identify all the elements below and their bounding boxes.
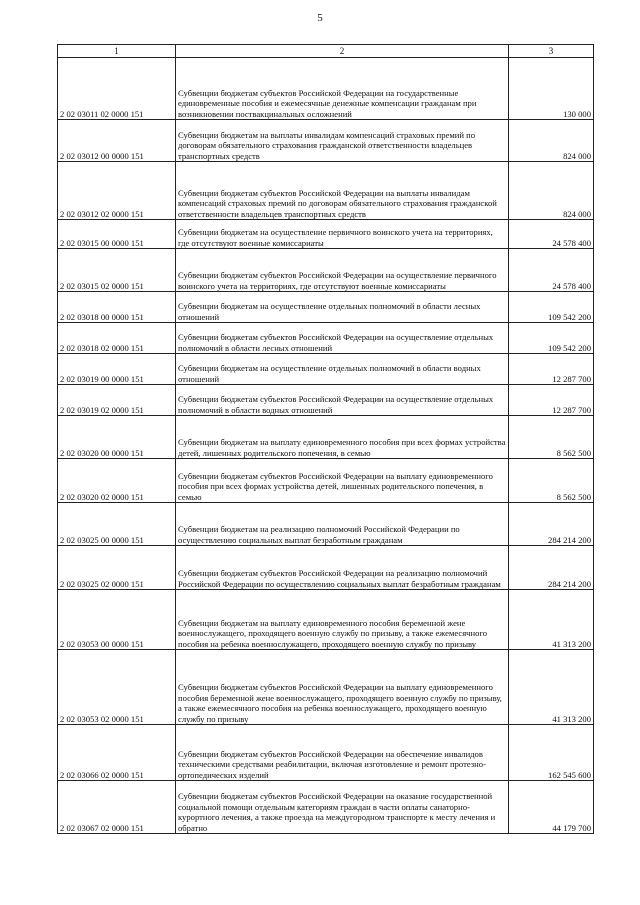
- table-row: [58, 590, 594, 650]
- row-amount: 41 313 200: [509, 590, 594, 650]
- row-code: 2 02 03020 02 0000 151: [58, 459, 176, 503]
- column-header-amount: 3: [509, 45, 594, 58]
- row-description: Субвенции бюджетам на выплату единовременного пособия при всех формах устройства детей, лишенных родительского попечения, в семью: [176, 416, 509, 459]
- row-amount: 41 313 200: [509, 650, 594, 725]
- table-row: [58, 725, 594, 781]
- table-row: [58, 58, 594, 120]
- row-amount: 162 545 600: [509, 725, 594, 781]
- row-amount: 8 562 500: [509, 459, 594, 503]
- row-description: Субвенции бюджетам субъектов Российской Федерации на осуществление отдельных полномочий в области лесных отношений: [176, 323, 509, 354]
- column-header-code: 1: [58, 45, 176, 58]
- row-code: 2 02 03012 02 0000 151: [58, 162, 176, 220]
- row-code: 2 02 03067 02 0000 151: [58, 781, 176, 834]
- row-code: 2 02 03053 02 0000 151: [58, 650, 176, 725]
- row-description: Субвенции бюджетам на выплаты инвалидам компенсаций страховых премий по договорам обязательного страхования гражданской ответственности владельцев транспортных средств: [176, 120, 509, 162]
- row-code: 2 02 03020 00 0000 151: [58, 416, 176, 459]
- row-code: 2 02 03019 02 0000 151: [58, 385, 176, 416]
- page-number: 5: [317, 12, 323, 24]
- row-code: 2 02 03018 02 0000 151: [58, 323, 176, 354]
- table-row: [58, 459, 594, 503]
- row-amount: 130 000: [509, 58, 594, 120]
- row-code: 2 02 03053 00 0000 151: [58, 590, 176, 650]
- row-code: 2 02 03019 00 0000 151: [58, 354, 176, 385]
- row-description: Субвенции бюджетам субъектов Российской Федерации на выплату единовременного пособия при всех формах устройства детей, лишенных родительского попечения, в семью: [176, 459, 509, 503]
- row-description: Субвенции бюджетам субъектов Российской Федерации на реализацию полномочий Российской Федерации по осуществлению социальных выплат безработным гражданам: [176, 546, 509, 590]
- row-code: 2 02 03012 00 0000 151: [58, 120, 176, 162]
- table-row: [58, 503, 594, 546]
- table-header-row: [58, 45, 594, 58]
- row-code: 2 02 03066 02 0000 151: [58, 725, 176, 781]
- row-description: Субвенции бюджетам на выплату единовременного пособия беременной жене военнослужащего, проходящего военную службу по призыву, а также ежемесячного пособия на ребенка военнослужащего, проходящего военную службу по призыву: [176, 590, 509, 650]
- row-description: Субвенции бюджетам на осуществление первичного воинского учета на территориях, где отсутствуют военные комиссариаты: [176, 220, 509, 249]
- table-row: [58, 781, 594, 834]
- row-amount: 8 562 500: [509, 416, 594, 459]
- row-amount: 24 578 400: [509, 249, 594, 292]
- table-row: [58, 249, 594, 292]
- table-row: [58, 162, 594, 220]
- row-amount: 109 542 200: [509, 323, 594, 354]
- row-description: Субвенции бюджетам субъектов Российской Федерации на государственные единовременные пособия и ежемесячные денежные компенсации гражданам при возникновении поствакцинальных осложнений: [176, 58, 509, 120]
- row-description: Субвенции бюджетам субъектов Российской Федерации на осуществление первичного воинского учета на территориях, где отсутствуют военные комиссариаты: [176, 249, 509, 292]
- table-row: [58, 650, 594, 725]
- table-row: [58, 323, 594, 354]
- row-amount: 824 000: [509, 162, 594, 220]
- table-row: [58, 292, 594, 323]
- budget-table: [57, 44, 594, 834]
- row-description: Субвенции бюджетам субъектов Российской Федерации на обеспечение инвалидов техническими средствами реабилитации, включая изготовление и ремонт протезно-ортопедических изделий: [176, 725, 509, 781]
- row-description: Субвенции бюджетам субъектов Российской Федерации на выплаты инвалидам компенсаций страховых премий по договорам обязательного страхования гражданской ответственности владельцев транспортных средств: [176, 162, 509, 220]
- row-code: 2 02 03018 00 0000 151: [58, 292, 176, 323]
- row-amount: 12 287 700: [509, 385, 594, 416]
- row-description: Субвенции бюджетам субъектов Российской Федерации на осуществление отдельных полномочий в области водных отношений: [176, 385, 509, 416]
- row-amount: 109 542 200: [509, 292, 594, 323]
- row-amount: 824 000: [509, 120, 594, 162]
- row-code: 2 02 03015 00 0000 151: [58, 220, 176, 249]
- table-row: [58, 120, 594, 162]
- row-code: 2 02 03015 02 0000 151: [58, 249, 176, 292]
- row-amount: 24 578 400: [509, 220, 594, 249]
- row-code: 2 02 03011 02 0000 151: [58, 58, 176, 120]
- row-code: 2 02 03025 00 0000 151: [58, 503, 176, 546]
- row-amount: 12 287 700: [509, 354, 594, 385]
- row-amount: 44 179 700: [509, 781, 594, 834]
- row-code: 2 02 03025 02 0000 151: [58, 546, 176, 590]
- column-header-description: 2: [176, 45, 509, 58]
- row-description: Субвенции бюджетам субъектов Российской Федерации на выплату единовременного пособия беременной жене военнослужащего, проходящего военную службу по призыву, а также ежемесячного пособия на ребенка военнослужащего, проходящего военную службу по призыву: [176, 650, 509, 725]
- table-row: [58, 220, 594, 249]
- row-amount: 284 214 200: [509, 503, 594, 546]
- row-description: Субвенции бюджетам на осуществление отдельных полномочий в области лесных отношений: [176, 292, 509, 323]
- table-row: [58, 385, 594, 416]
- row-description: Субвенции бюджетам субъектов Российской Федерации на оказание государственной социальной помощи отдельным категориям граждан в части оплаты санаторно-курортного лечения, а также проезда на междугородном транспорте к месту лечения и обратно: [176, 781, 509, 834]
- row-description: Субвенции бюджетам на осуществление отдельных полномочий в области водных отношений: [176, 354, 509, 385]
- table-row: [58, 546, 594, 590]
- table-row: [58, 416, 594, 459]
- table-row: [58, 354, 594, 385]
- row-description: Субвенции бюджетам на реализацию полномочий Российской Федерации по осуществлению социальных выплат безработным гражданам: [176, 503, 509, 546]
- row-amount: 284 214 200: [509, 546, 594, 590]
